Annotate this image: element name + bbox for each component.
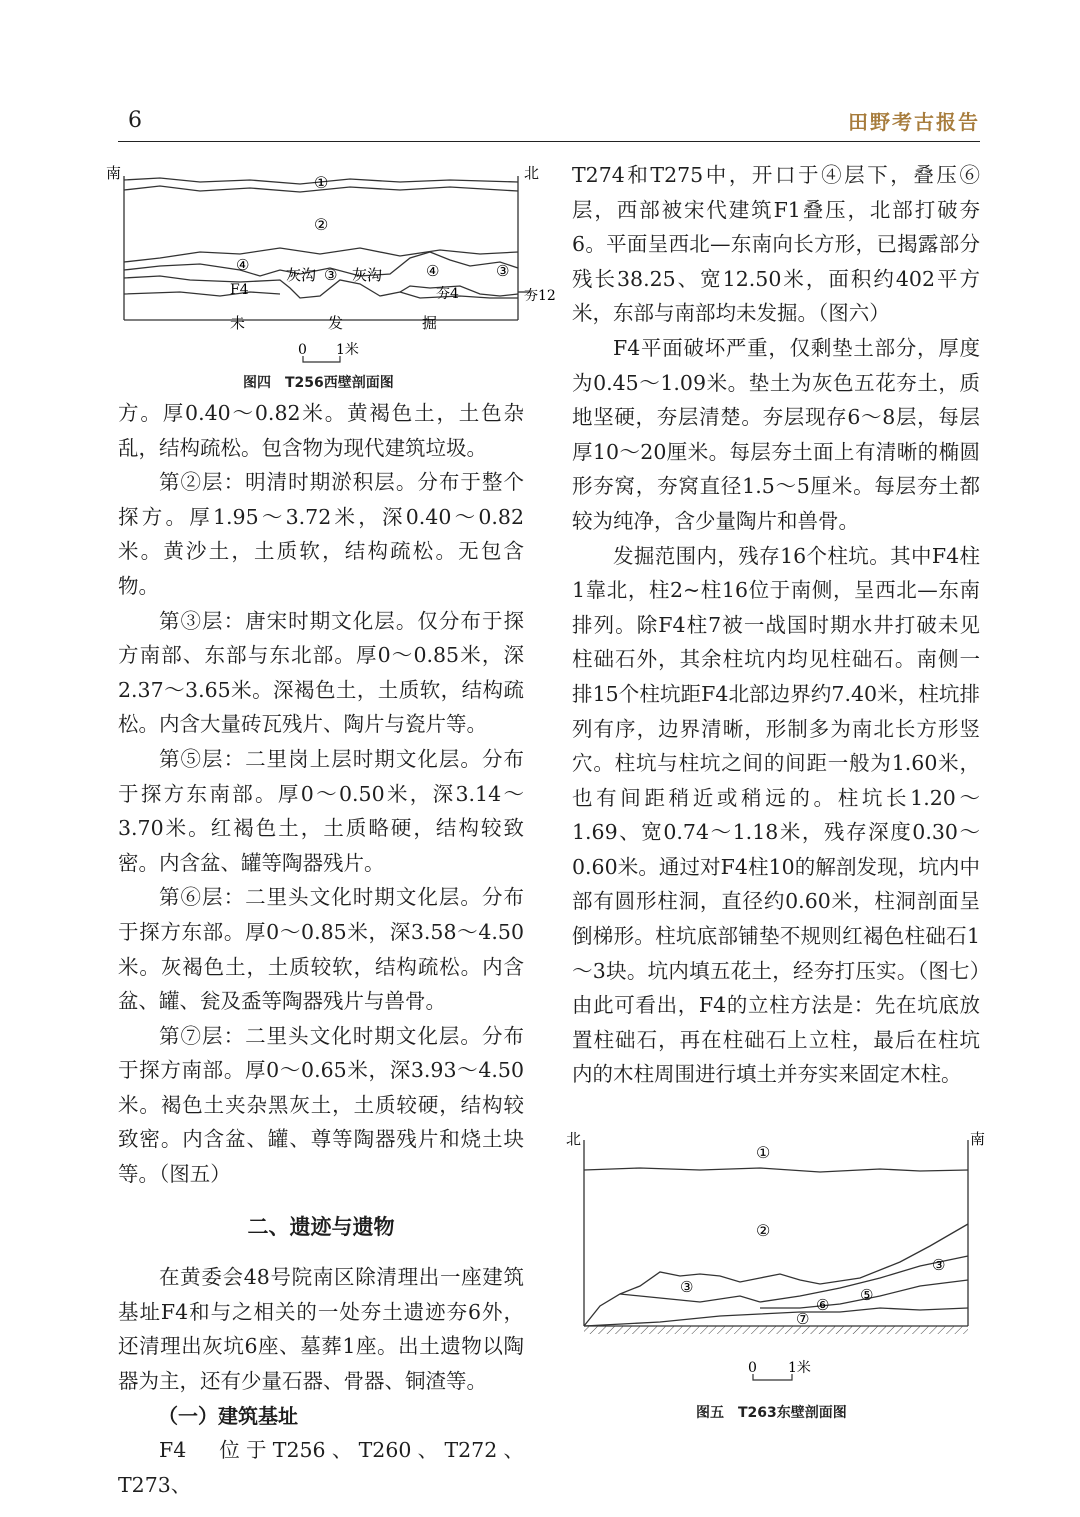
fig5-label-3-left: ③ — [680, 1278, 694, 1296]
right-paragraph-2: F4平面破坏严重，仅剩垫土部分，厚度为0.45～1.09米。垫土为灰色五花夯土，质地坚硬，夯层清楚。夯层现存6～8层，每层厚10～20厘米。每层夯土面上有清晰的椭圆形夯窝，夯窝直径1.5～5厘米。每层夯土都较为纯净，含少量陶片和兽骨。 — [572, 335, 980, 533]
fig4-unexcavated-1: 未 — [230, 314, 246, 332]
figure-5-section-drawing — [560, 1126, 990, 1388]
fig5-label-5: ⑤ — [860, 1286, 874, 1304]
fig5-layer1-line — [584, 1168, 968, 1172]
fig5-label-1: ① — [756, 1143, 771, 1162]
right-column — [572, 158, 980, 1092]
page-number: 6 — [128, 108, 142, 133]
fig4-scale-zero: 0 — [298, 342, 307, 358]
fig4-layer2-bottom — [124, 248, 518, 262]
subsection-title: （一）建筑基址 — [158, 1403, 298, 1428]
fig4-label-huigou-2: 灰沟 — [352, 266, 383, 284]
figure-4-section-drawing — [100, 158, 560, 390]
fig4-unexcavated-3: 掘 — [422, 314, 438, 332]
fig4-unexcavated-2: 发 — [328, 314, 344, 332]
fig4-label-1: ① — [314, 173, 329, 192]
fig4-label-3-right: ③ — [496, 262, 510, 280]
left-paragraph-8: F4 位于T256、T260、T272、T273、 — [118, 1438, 524, 1497]
left-paragraph-4: 第⑤层：二里岗上层时期文化层。分布于探方东南部。厚0～0.50米，深3.14～3.70米。红褐色土，土质略硬，结构较致密。内含盆、罐等陶器残片。 — [118, 746, 524, 875]
left-paragraph-1: 方。厚0.40～0.82米。黄褐色土，土色杂乱，结构疏松。包含物为现代建筑垃圾。 — [118, 401, 524, 460]
left-paragraph-2: 第②层：明清时期淤积层。分布于整个探方。厚1.95～3.72米，深0.40～0.82米。黄沙土，土质软，结构疏松。无包含物。 — [118, 470, 524, 598]
fig5-scale-zero: 0 — [748, 1360, 757, 1376]
fig4-label-hang12: 夯12 — [524, 288, 556, 304]
fig5-label-6: ⑥ — [816, 1296, 830, 1314]
section-title: 二、遗迹与遗物 — [247, 1214, 395, 1239]
fig4-scale-bar — [303, 356, 340, 362]
fig5-scale-bar — [753, 1374, 792, 1380]
right-paragraph-3: 发掘范围内，残存16个柱坑。其中F4柱1靠北，柱2~柱16位于南侧，呈西北—东南排列。除F4柱7被一战国时期水井打破未见柱础石外，其余柱坑内均见柱础石。南侧一排15个柱坑距F4北部边界约7.40米，柱坑排列有序，边界清晰，形制多为南北长方形竖穴。柱坑与柱坑之间的间距一般为1.60米，也有间距稍近或稍远的。柱坑长1.20～1.69、宽0.74～1.18米，残存深度0.30～0.60米。通过对F4柱10的解剖发现，坑内中部有圆形柱洞，直径约0.60米，柱洞剖面呈倒梯形。柱坑底部铺垫不规则红褐色柱础石1～3块。坑内填五花土，经夯打压实。（图七）由此可看出，F4的立柱方法是：先在坑底放置柱础石，再在柱础石上立柱，最后在柱坑内的木柱周围进行填土并夯实来固定木柱。 — [572, 543, 980, 1087]
fig5-dir-north: 北 — [566, 1130, 582, 1148]
journal-title: 田野考古报告 — [848, 110, 980, 134]
fig4-label-3-mid: ③ — [324, 266, 338, 284]
fig4-label-hang4: 夯4 — [436, 286, 459, 302]
fig4-label-2: ② — [314, 215, 329, 234]
left-paragraph-7: 在黄委会48号院南区除清理出一座建筑基址F4和与之相关的一处夯土遗迹夯6外，还清理出灰坑6座、墓葬1座。出土遗物以陶器为主，还有少量石器、骨器、铜渣等。 — [118, 1265, 524, 1394]
fig4-hang4-line — [400, 292, 518, 298]
fig4-layer3-line — [124, 252, 518, 276]
header-divider — [118, 141, 980, 142]
fig4-label-4b: ④ — [426, 262, 440, 280]
fig4-scale-meter: 1米 — [336, 342, 359, 358]
fig4-dir-north: 北 — [524, 164, 540, 182]
fig5-hatched-base — [584, 1326, 968, 1334]
fig4-label-f4: F4 — [230, 282, 249, 298]
left-paragraph-6: 第⑦层：二里头文化时期文化层。分布于探方南部。厚0～0.65米，深3.93～4.50米。褐色土夹杂黑灰土，土质较硬，结构较致密。内含盆、罐、尊等陶器残片和烧土块等。（图五） — [118, 1023, 524, 1187]
right-paragraph-1: T274和T275中，开口于④层下，叠压⑥层，西部被宋代建筑F1叠压，北部打破夯6。平面呈西北—东南向长方形，已揭露部分残长38.25、宽12.50米，面积约402平方米，东部与南部均未发掘。（图六） — [572, 163, 980, 326]
fig4-label-huigou-1: 灰沟 — [286, 266, 317, 284]
fig4-label-4a: ④ — [236, 256, 250, 274]
fig4-f4-line — [124, 292, 280, 296]
left-paragraph-3: 第③层：唐宋时期文化层。仅分布于探方南部、东部与东北部。厚0～0.85米，深2.37～3.65米。深褐色土，土质软，结构疏松。内含大量砖瓦残片、陶片与瓷片等。 — [118, 608, 524, 737]
fig5-scale-meter: 1米 — [788, 1360, 811, 1376]
figure-4-caption: 图四 T256西壁剖面图 — [243, 375, 394, 391]
figure-5-caption: 图五 T263东壁剖面图 — [696, 1405, 847, 1421]
left-paragraph-5: 第⑥层：二里头文化时期文化层。分布于探方东部。厚0～0.85米，深3.58～4.50米。灰褐色土，土质较软，结构疏松。内含盆、罐、瓮及盉等陶器残片与兽骨。 — [118, 885, 524, 1014]
fig5-label-2: ② — [756, 1221, 771, 1240]
fig5-dir-south: 南 — [970, 1130, 986, 1148]
fig5-layer2-bottom — [584, 1224, 968, 1326]
fig5-layer6-bottom — [584, 1308, 968, 1326]
fig5-label-7: ⑦ — [796, 1310, 810, 1328]
fig5-label-3-right: ③ — [932, 1256, 946, 1274]
left-column — [118, 396, 524, 1502]
fig4-dir-south: 南 — [106, 164, 122, 182]
